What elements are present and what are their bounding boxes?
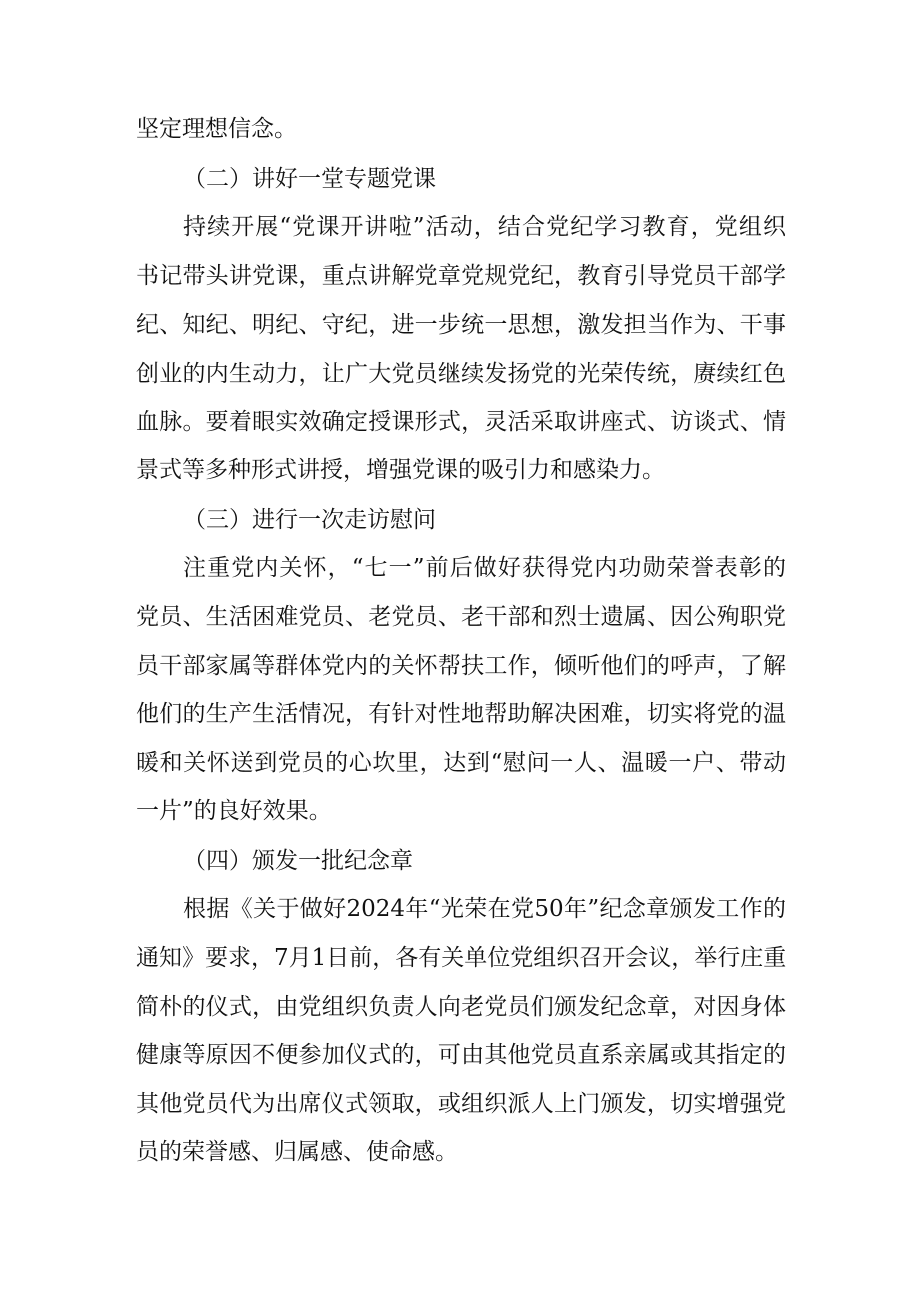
paragraph-line: 他们的生产生活情况，有针对性地帮助解决困难，切实将党的温 xyxy=(136,701,786,727)
paragraph-line: 通知》要求，7月1日前，各有关单位党组织召开会议，举行庄重 xyxy=(136,945,787,971)
paragraph-line: 健康等原因不便参加仪式的，可由其他党员直系亲属或其指定的 xyxy=(136,1042,786,1068)
paragraph-line: 员干部家属等群体党内的关怀帮扶工作，倾听他们的呼声，了解 xyxy=(136,653,786,679)
section-heading-2: （二）讲好一堂专题党课 xyxy=(183,166,436,192)
paragraph-line: 其他党员代为出席仪式领取，或组织派人上门颁发，切实增强党 xyxy=(136,1091,786,1117)
paragraph-line: 员的荣誉感、归属感、使命感。 xyxy=(136,1139,458,1165)
paragraph-line: 注重党内关怀，“七一”前后做好获得党内功勋荣誉表彰的 xyxy=(183,555,786,581)
paragraph-line: 创业的内生动力，让广大党员继续发扬党的光荣传统，赓续红色 xyxy=(136,361,786,387)
section-heading-4: （四）颁发一批纪念章 xyxy=(183,848,413,874)
section-heading-3: （三）进行一次走访慰问 xyxy=(183,507,436,533)
paragraph-line: 简朴的仪式，由党组织负责人向老党员们颁发纪念章，对因身体 xyxy=(136,994,786,1020)
paragraph-line: 景式等多种形式讲授，增强党课的吸引力和感染力。 xyxy=(136,457,665,483)
paragraph-line: 党员、生活困难党员、老党员、老干部和烈士遗属、因公殉职党 xyxy=(136,604,786,630)
paragraph-line: 坚定理想信念。 xyxy=(136,116,297,142)
paragraph-line: 书记带头讲党课，重点讲解党章党规党纪，教育引导党员干部学 xyxy=(136,263,786,289)
paragraph-line: 暖和关怀送到党员的心坎里，达到“慰问一人、温暖一户、带动 xyxy=(136,750,786,776)
paragraph-line: 根据《关于做好2024年“光荣在党50年”纪念章颁发工作的 xyxy=(183,896,786,922)
paragraph-line: 纪、知纪、明纪、守纪，进一步统一思想，激发担当作为、干事 xyxy=(136,312,786,338)
paragraph-line: 一片”的良好效果。 xyxy=(136,798,332,824)
paragraph-line: 血脉。要着眼实效确定授课形式，灵活采取讲座式、访谈式、情 xyxy=(136,409,786,435)
paragraph-line: 持续开展“党课开讲啦”活动，结合党纪学习教育，党组织 xyxy=(183,214,786,240)
